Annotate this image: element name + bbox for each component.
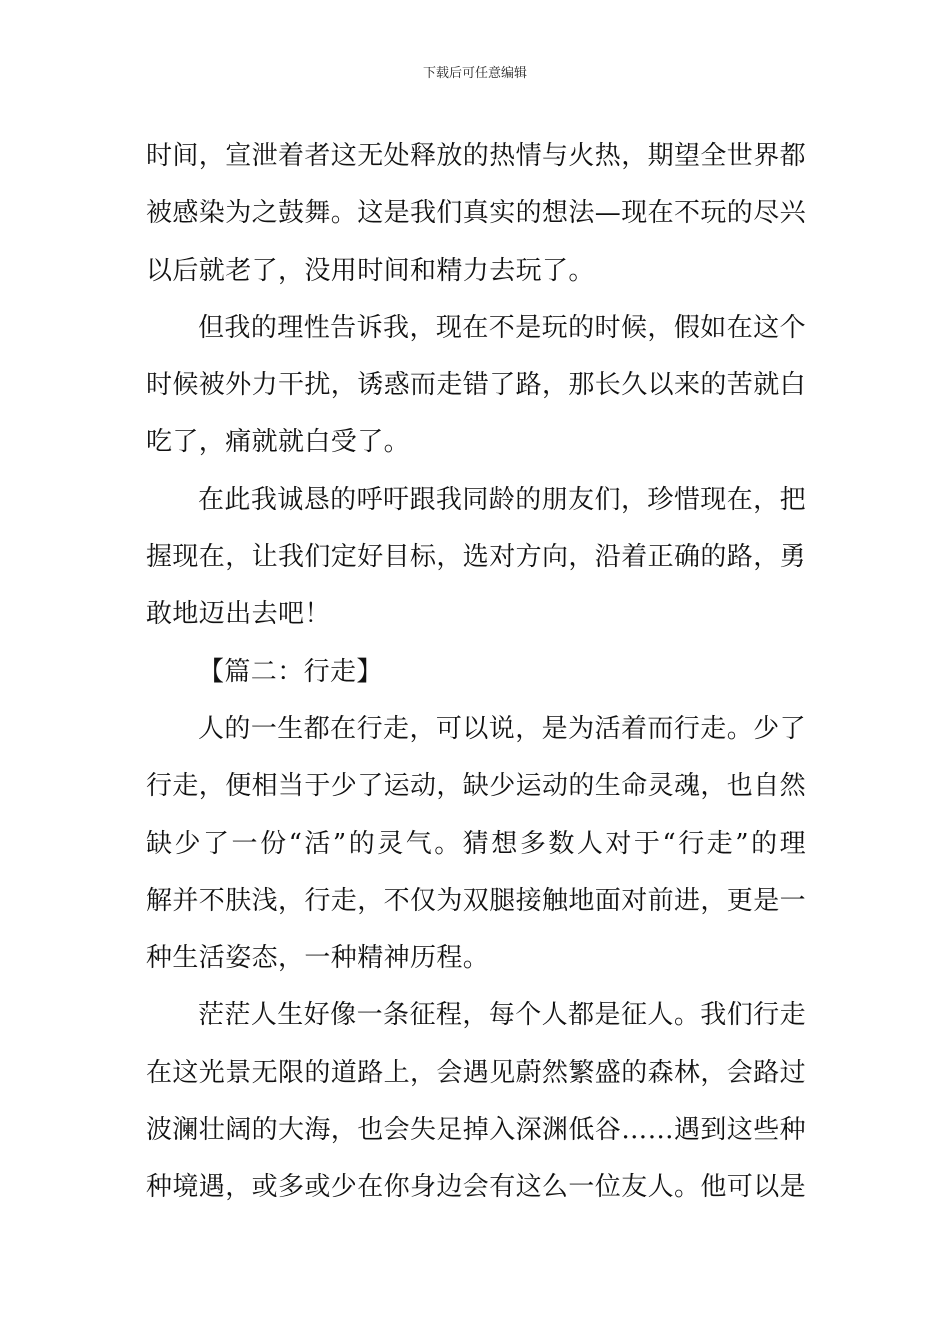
paragraph-1 bbox=[146, 128, 806, 300]
paragraph-2 bbox=[146, 300, 806, 472]
text-line: 吃了，痛就就白受了。 bbox=[146, 427, 411, 458]
section-title: 【篇二：行走】 bbox=[198, 656, 383, 687]
text-line: 以后就老了，没用时间和精力去玩了。 bbox=[146, 255, 595, 286]
text-line: 人的一生都在行走，可以说，是为活着而行走。少了 bbox=[198, 713, 806, 744]
text-line: 种生活姿态，一种精神历程。 bbox=[146, 943, 490, 974]
text-line: 时间，宣泄着者这无处释放的热情与火热，期望全世界都 bbox=[146, 141, 807, 171]
text-line: 茫茫人生好像一条征程，每个人都是征人。我们行走 bbox=[198, 1000, 806, 1031]
section-heading bbox=[146, 644, 806, 701]
paragraph-5 bbox=[146, 987, 806, 1216]
document-body bbox=[146, 128, 806, 1217]
text-line: 敢地迈出去吧！ bbox=[146, 599, 331, 630]
text-line: 在这光景无限的道路上，会遇见蔚然繁盛的森林，会路过 bbox=[146, 1057, 807, 1088]
page-header: 下载后可任意编辑 bbox=[422, 66, 527, 81]
paragraph-3 bbox=[146, 472, 806, 644]
text-line: 时候被外力干扰，诱惑而走错了路，那长久以来的苦就白 bbox=[146, 370, 807, 401]
text-line: 握现在，让我们定好目标，选对方向，沿着正确的路，勇 bbox=[146, 542, 807, 573]
text-line: 解并不肤浅，行走，不仅为双腿接触地面对前进，更是一 bbox=[146, 885, 807, 916]
text-line: 在此我诚恳的呼吁跟我同龄的朋友们，珍惜现在，把 bbox=[198, 484, 806, 515]
paragraph-4 bbox=[146, 701, 806, 987]
text-line: 被感染为之鼓舞。这是我们真实的想法—现在不玩的尽兴 bbox=[146, 198, 807, 229]
text-line: 波澜壮阔的大海，也会失足掉入深渊低谷……遇到这些种 bbox=[146, 1115, 807, 1146]
text-line: 但我的理性告诉我，现在不是玩的时候，假如在这个 bbox=[198, 312, 806, 343]
text-line: 缺少了一份“活”的灵气。猜想多数人对于“行走”的理 bbox=[146, 828, 806, 859]
text-line: 种境遇，或多或少在你身边会有这么一位友人。他可以是 bbox=[146, 1172, 807, 1203]
text-line: 行走，便相当于少了运动，缺少运动的生命灵魂，也自然 bbox=[146, 771, 807, 802]
